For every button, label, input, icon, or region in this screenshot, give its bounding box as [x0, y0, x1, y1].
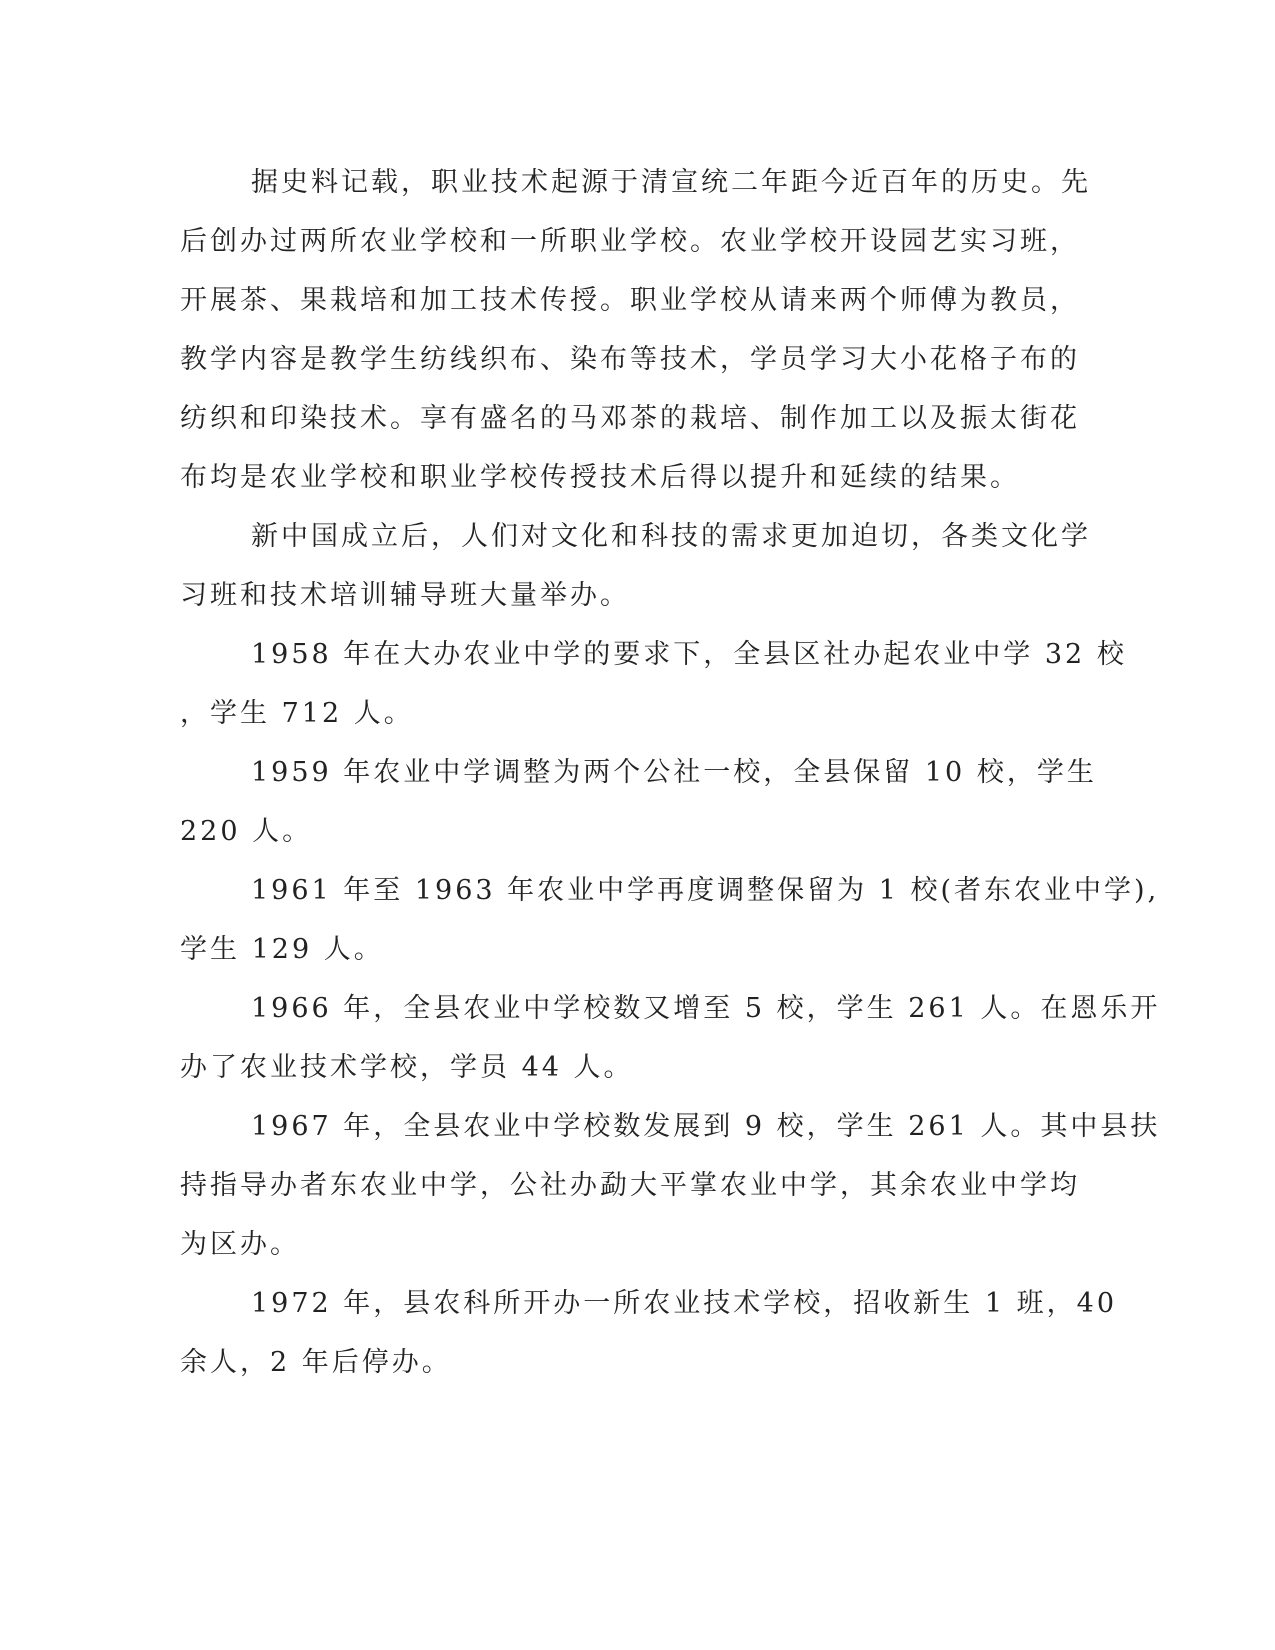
text-line: 办了农业技术学校，学员 44 人。: [180, 1052, 634, 1083]
text-line: 1959 年农业中学调整为两个公社一校，全县保留 10 校，学生: [251, 757, 1097, 788]
document-body: [180, 153, 1161, 1392]
text-line: 1961 年至 1963 年农业中学再度调整保留为 1 校(者东农业中学),: [251, 875, 1160, 906]
text-line: 1972 年，县农科所开办一所农业技术学校，招收新生 1 班，40: [251, 1288, 1117, 1319]
text-line: 据史料记载，职业技术起源于清宣统二年距今近百年的历史。先: [251, 167, 1091, 198]
text-line: 持指导办者东农业中学，公社办勐大平掌农业中学，其余农业中学均: [180, 1170, 1080, 1201]
text-line: 1966 年，全县农业中学校数又增至 5 校，学生 261 人。在恩乐开: [251, 993, 1161, 1024]
paragraph-1972: [180, 1274, 1117, 1392]
text-line: 布均是农业学校和职业学校传授技术后得以提升和延续的结果。: [180, 462, 1020, 493]
paragraph-1967: [180, 1097, 1161, 1274]
text-line: 余人，2 年后停办。: [180, 1347, 452, 1378]
paragraph-1966: [180, 979, 1161, 1097]
paragraph-1959: [180, 743, 1097, 861]
text-line: 习班和技术培训辅导班大量举办。: [180, 580, 630, 611]
paragraph-1961: [180, 861, 1160, 979]
paragraph-history-origin: [180, 153, 1091, 507]
text-line: 后创办过两所农业学校和一所职业学校。农业学校开设园艺实习班，: [180, 226, 1080, 257]
text-line: 1967 年，全县农业中学校数发展到 9 校，学生 261 人。其中县扶: [251, 1111, 1161, 1142]
text-line: 220 人。: [180, 816, 313, 847]
text-line: 新中国成立后，人们对文化和科技的需求更加迫切，各类文化学: [251, 521, 1091, 552]
text-line: 纺织和印染技术。享有盛名的马邓茶的栽培、制作加工以及振太街花: [180, 403, 1080, 434]
text-line: 为区办。: [180, 1229, 300, 1260]
paragraph-new-china: [180, 507, 1091, 625]
text-line: ，学生 712 人。: [180, 698, 414, 729]
text-line: 学生 129 人。: [180, 934, 384, 965]
text-line: 1958 年在大办农业中学的要求下，全县区社办起农业中学 32 校: [251, 639, 1127, 670]
text-line: 开展茶、果栽培和加工技术传授。职业学校从请来两个师傅为教员，: [180, 285, 1080, 316]
paragraph-1958: [180, 625, 1127, 743]
text-line: 教学内容是教学生纺线织布、染布等技术，学员学习大小花格子布的: [180, 344, 1080, 375]
